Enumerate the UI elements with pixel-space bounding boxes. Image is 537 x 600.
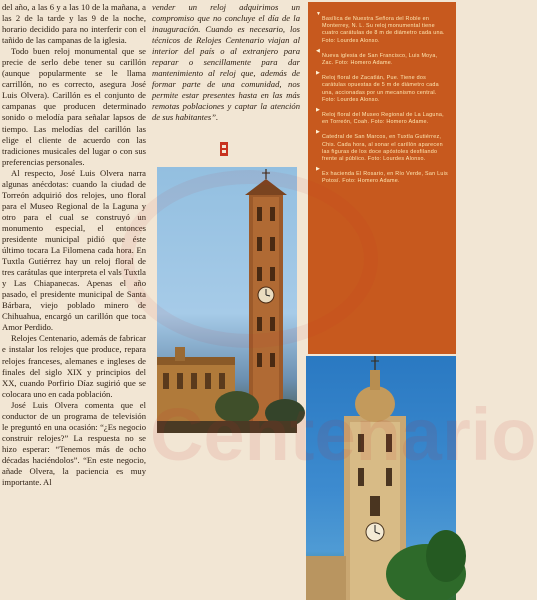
article-paragraph: José Luis Olvera comenta que el conductor de un programa de televisión le preguntó en una ocasión: “¿Es negocio construir relojes?” La respuesta no se hizo esperar: “Tenemos más de ocho décadas haciéndolos”. “En este negocio, añade Olvera, la paciencia es muy importante. Al bbox=[2, 399, 146, 488]
article-middle-column bbox=[152, 2, 300, 142]
photo-caption: ▶ Ex hacienda El Rosario, en Río Verde, San Luis Potosí. Foto: Homero Adame. bbox=[316, 166, 448, 185]
article-paragraph: Relojes Centenario, además de fabricar e instalar los relojes que produce, repara relojes franceses, alemanes e ingleses de finales del siglo XIX y principios del XX, cuando Porfirio Díaz sugirió que se colocara uno en cada población. bbox=[2, 333, 146, 399]
article-paragraph: Todo buen reloj monumental que se precie de serlo debe tener su carillón (aunque popularmente se le llama carrillón, no es correcto, asegura José Luis Olvera). Carillón es el conjunto de campanas que producen determinado sonido o melodía para señalar lapsos de tiempo. Las melodías del carillón las elige el cliente de acuerdo con las tradiciones musicales del lugar o con sus preferencias personales. bbox=[2, 46, 146, 167]
photo-captions-box bbox=[308, 2, 456, 354]
caption-bullet-icon: ▶ bbox=[316, 166, 321, 173]
article-left-column bbox=[2, 2, 146, 600]
photo-caption: ▼ Basílica de Nuestra Señora del Roble en Monterrey, N. L. Su reloj monumental tiene cuatro carátulas de 8 m de diámetro cada una. Foto: Lourdes Alonso. bbox=[316, 11, 445, 44]
photo-caption: ▶ Reloj floral del Museo Regional de La Laguna, en Torreón, Coah. Foto: Homero Adame. bbox=[316, 107, 444, 126]
caption-bullet-icon: ▶ bbox=[316, 70, 321, 77]
photo-caption: ▶ Reloj floral de Zacatlán, Pue. Tiene dos carátulas opuestas de 5 m de diámetro cada una, accionadas por un mecanismo central. Foto: Lourdes Alonso. bbox=[316, 70, 439, 103]
caption-bullet-icon: ▼ bbox=[316, 11, 322, 17]
caption-bullet-icon: ◀ bbox=[316, 47, 321, 54]
red-section-marker-icon bbox=[220, 142, 228, 156]
caption-bullet-icon: ▶ bbox=[316, 129, 321, 136]
clock-tower-photo bbox=[157, 167, 297, 433]
photo-caption: ▶ Catedral de San Marcos, en Tuxtla Gutiérrez, Chis. Cada hora, al sonar el carillón aparecen las figuras de los doce apóstoles desfilando frente al público. Foto: Lourdes Alonso. bbox=[316, 129, 443, 163]
caption-bullet-icon: ▶ bbox=[316, 107, 321, 114]
article-paragraph: Al respecto, José Luis Olvera narra algunas anécdotas: cuando la ciudad de Torreón adquirió dos relojes, uno floral para el Museo Regional de la Laguna y otro para el cual se construyó un monumento especial, el entonces presidente municipal pidió que éste último tocara La Filomena cada hora. En Tuxtla Gutiérrez hay un reloj floral de tres carátulas que interpreta el vals Tuxtla y Las Chiapanecas. Apenas el año pasado, el presidente municipal de Santa Bárbara, viejo poblado minero de Chihuahua, encargó un carillón que toca Amor Perdido. bbox=[2, 167, 146, 333]
article-paragraph: del año, a las 6 y a las 10 de la mañana, a las 2 de la tarde y las 9 de la noche, horario decidido para no interferir con el tañido de las campanas de la iglesia. bbox=[2, 2, 146, 46]
article-paragraph-continued: vender un reloj adquirimos un compromiso que no concluye el día de la inauguración. Cuando es necesario, los técnicos de Relojes Centenario viajan al interior del país o al extranjero para reparar o sencillamente para dar mantenimiento al reloj que, además de formar parte de una comunidad, nos permite estar presentes hasta en las más remotas poblaciones y captar la atención de sus habitantes”. bbox=[152, 2, 300, 123]
cathedral-tower-photo bbox=[306, 356, 456, 600]
photo-caption: ◀ Nueva iglesia de San Francisco, Luis Moya, Zac. Foto: Homero Adame. bbox=[316, 47, 438, 67]
